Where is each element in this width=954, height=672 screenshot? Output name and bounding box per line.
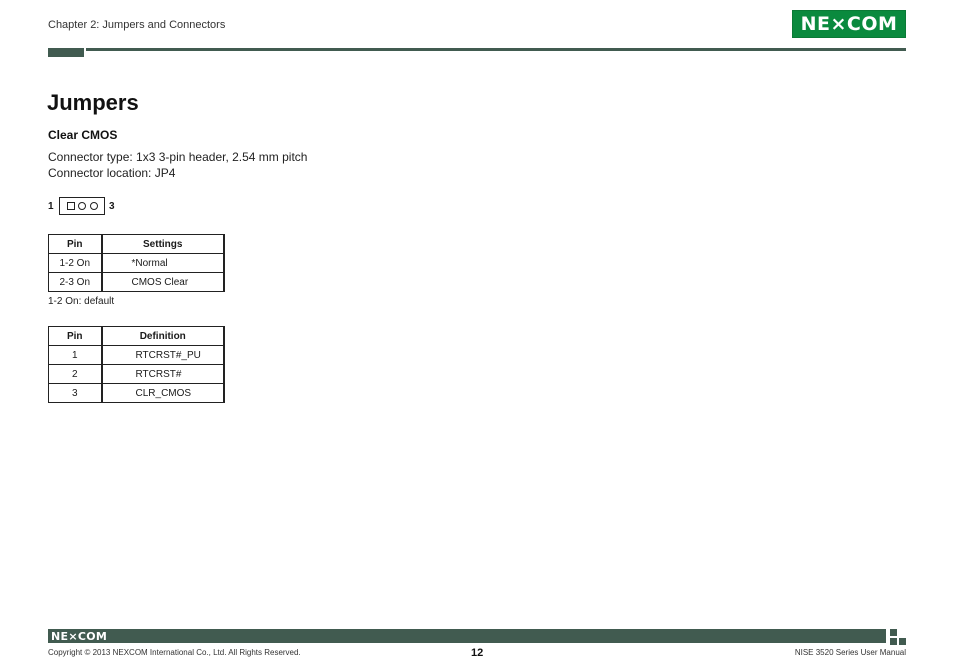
manual-name: NISE 3520 Series User Manual xyxy=(794,648,906,657)
table-cell: RTCRST# xyxy=(102,365,225,384)
table-cell: CMOS Clear xyxy=(102,273,225,292)
page-number: 12 xyxy=(471,647,484,659)
table-row xyxy=(49,273,225,292)
pin-2-round xyxy=(78,202,86,210)
table-cell: *Normal xyxy=(102,254,225,273)
footer-squares-icon xyxy=(890,629,906,645)
header-divider xyxy=(86,48,906,51)
table-header-row xyxy=(49,327,225,346)
column-header-definition: Definition xyxy=(102,327,225,346)
chapter-title: Chapter 2: Jumpers and Connectors xyxy=(48,19,226,31)
header-accent-block xyxy=(48,48,84,57)
table-cell: 1 xyxy=(49,346,102,365)
pin-header-diagram xyxy=(59,197,105,215)
settings-table xyxy=(48,234,225,292)
column-header-settings: Settings xyxy=(102,235,225,254)
pin-3-round xyxy=(90,202,98,210)
table-row xyxy=(49,365,225,384)
connector-type: Connector type: 1x3 3-pin header, 2.54 mm pitch xyxy=(48,150,308,164)
default-note: 1-2 On: default xyxy=(48,296,115,307)
page-title: Jumpers xyxy=(47,90,139,115)
table-row xyxy=(49,254,225,273)
pin-start-label: 1 xyxy=(48,201,54,212)
section-subtitle: Clear CMOS xyxy=(48,128,118,142)
table-cell: 1-2 On xyxy=(49,254,102,273)
table-cell: 2 xyxy=(49,365,102,384)
nexcom-logo xyxy=(792,10,906,38)
table-cell: 2-3 On xyxy=(49,273,102,292)
nexcom-logo-text: NE×COM xyxy=(800,13,898,35)
pin-end-label: 3 xyxy=(109,201,115,212)
connector-location: Connector location: JP4 xyxy=(48,166,176,180)
column-header-pin: Pin xyxy=(49,235,102,254)
table-row xyxy=(49,346,225,365)
copyright-text: Copyright © 2013 NEXCOM International Co., Ltd. All Rights Reserved. xyxy=(48,648,301,657)
table-cell: RTCRST#_PU xyxy=(102,346,225,365)
table-cell: CLR_CMOS xyxy=(102,384,225,403)
footer-bar xyxy=(48,629,886,643)
table-cell: 3 xyxy=(49,384,102,403)
table-row xyxy=(49,384,225,403)
pin-1-square xyxy=(67,202,75,210)
definition-table xyxy=(48,326,225,403)
table-header-row xyxy=(49,235,225,254)
footer-logo: NE×COM xyxy=(51,629,108,643)
column-header-pin: Pin xyxy=(49,327,102,346)
